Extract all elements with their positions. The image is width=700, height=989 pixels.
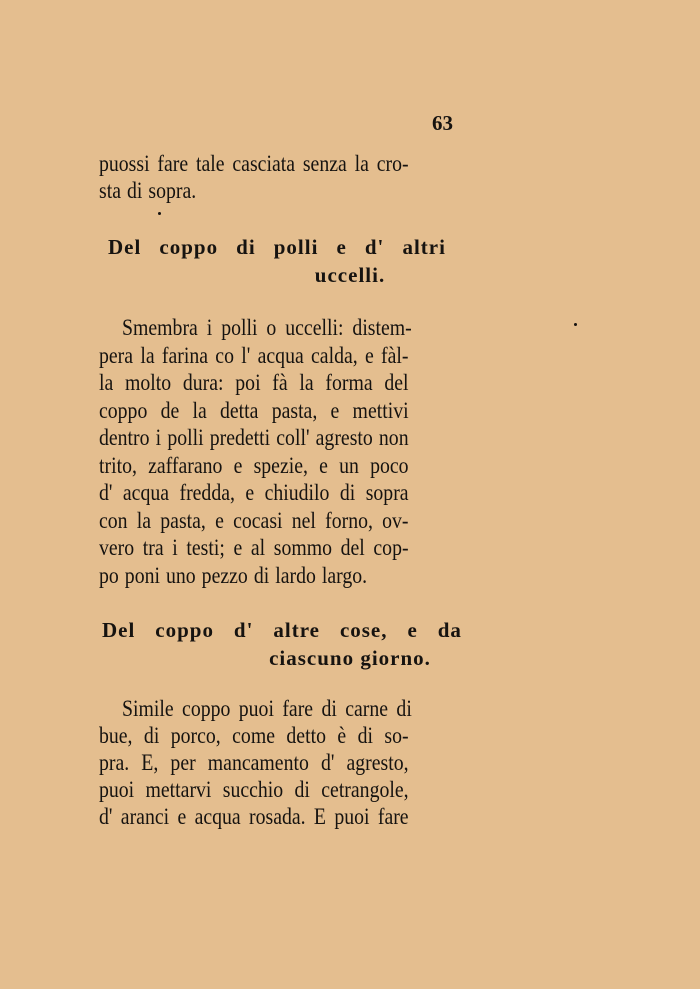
text-line: bue, di porco, come detto è di so- bbox=[99, 723, 409, 748]
text-line: sta di sopra. bbox=[99, 178, 197, 203]
ink-speck bbox=[574, 323, 577, 326]
heading-line: ciascuno giorno. bbox=[269, 646, 431, 670]
text-line: vero tra i testi; e al sommo del cop- bbox=[99, 535, 409, 560]
text-line: con la pasta, e cocasi nel forno, ov- bbox=[99, 507, 409, 533]
text-line: po poni uno pezzo di lardo largo. bbox=[99, 562, 368, 588]
text-line: pra. E, per mancamento d' agresto, bbox=[99, 750, 409, 775]
text-line: Smembra i polli o uccelli: distem- bbox=[122, 315, 412, 340]
heading-line: Del coppo d' altre cose, e da bbox=[102, 618, 462, 642]
heading-line: uccelli. bbox=[314, 263, 386, 287]
page-number: 63 bbox=[432, 111, 453, 135]
text-line: dentro i polli predetti coll' agresto non bbox=[99, 425, 409, 450]
text-line: coppo de la detta pasta, e mettivi bbox=[99, 397, 409, 423]
text-line: la molto dura: poi fà la forma del bbox=[99, 370, 409, 395]
text-line: d' acqua fredda, e chiudilo di sopra bbox=[99, 480, 409, 505]
heading-line: Del coppo di polli e d' altri bbox=[108, 235, 446, 259]
text-line: pera la farina co l' acqua calda, e fàl- bbox=[99, 342, 409, 368]
text-line: puossi fare tale casciata senza la cro- bbox=[99, 151, 409, 176]
ink-speck bbox=[158, 212, 161, 215]
text-line: puoi mettarvi succhio di cetrangole, bbox=[99, 777, 409, 802]
text-line: Simile coppo puoi fare di carne di bbox=[122, 696, 412, 721]
text-line: d' aranci e acqua rosada. E puoi fare bbox=[99, 804, 409, 829]
text-line: trito, zaffarano e spezie, e un poco bbox=[99, 452, 409, 478]
